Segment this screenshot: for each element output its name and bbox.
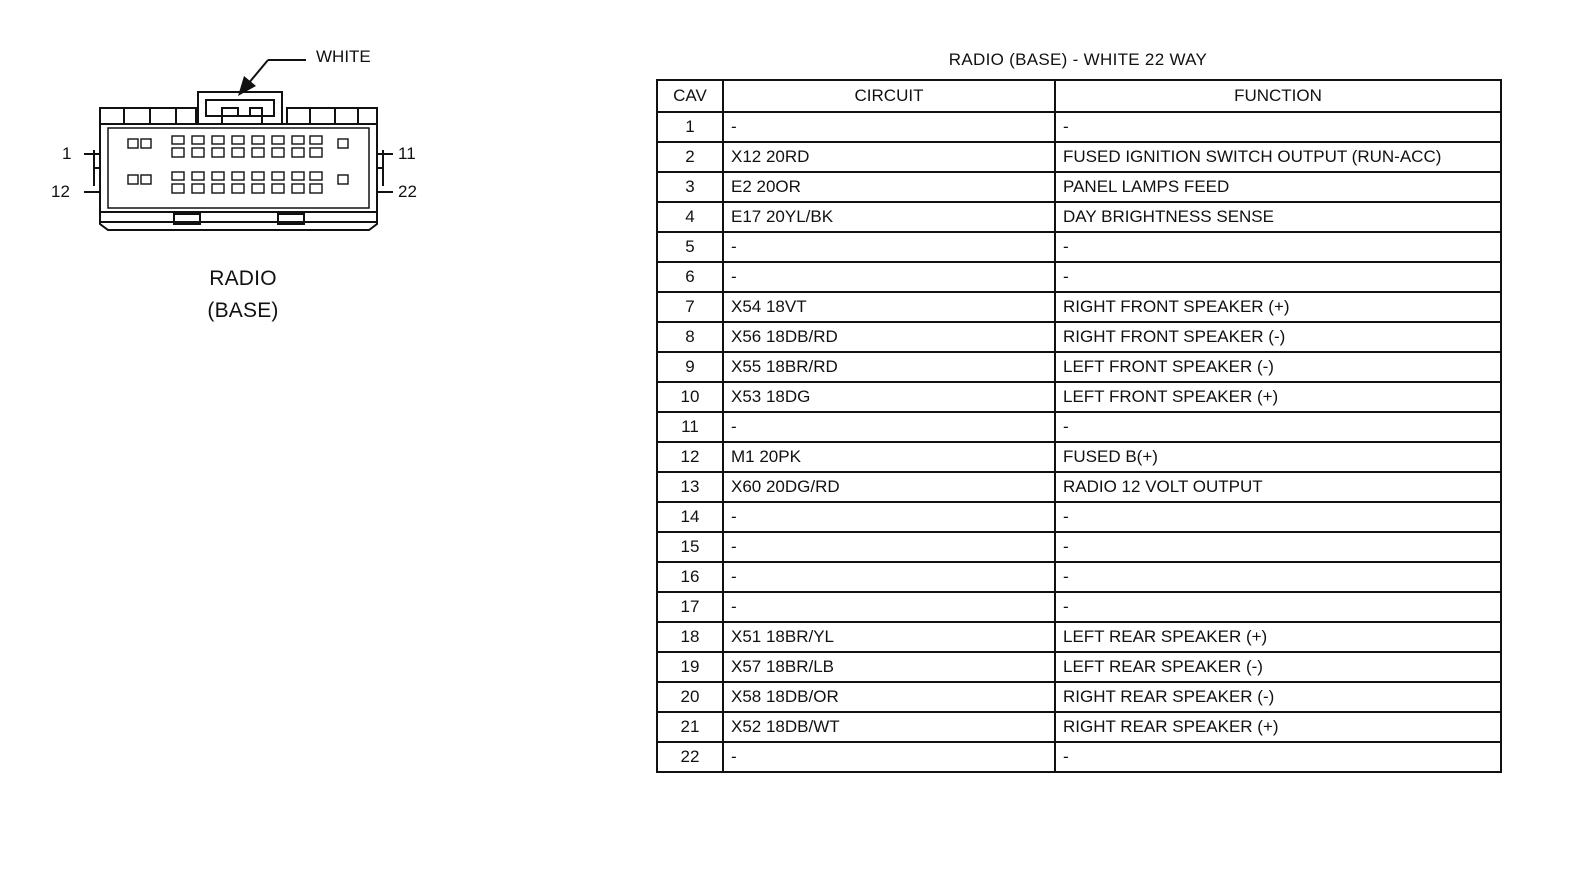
cavity-row-top <box>128 136 348 157</box>
circuit-cell: X52 18DB/WT <box>723 712 1055 742</box>
header-circuit: CIRCUIT <box>723 80 1055 112</box>
function-cell: RIGHT FRONT SPEAKER (-) <box>1055 322 1501 352</box>
connector-name-line2: (BASE) <box>207 299 279 322</box>
circuit-cell: X55 18BR/RD <box>723 352 1055 382</box>
circuit-cell: - <box>723 742 1055 772</box>
circuit-cell: - <box>723 562 1055 592</box>
table-row <box>657 742 1501 772</box>
table-row <box>657 322 1501 352</box>
function-cell: - <box>1055 262 1501 292</box>
circuit-cell: - <box>723 532 1055 562</box>
circuit-cell: E2 20OR <box>723 172 1055 202</box>
function-cell: RIGHT FRONT SPEAKER (+) <box>1055 292 1501 322</box>
cav-cell: 6 <box>657 262 723 292</box>
function-cell: DAY BRIGHTNESS SENSE <box>1055 202 1501 232</box>
circuit-cell: - <box>723 112 1055 142</box>
circuit-cell: X53 18DG <box>723 382 1055 412</box>
circuit-cell: - <box>723 232 1055 262</box>
cav-cell: 5 <box>657 232 723 262</box>
circuit-cell: X12 20RD <box>723 142 1055 172</box>
function-cell: LEFT FRONT SPEAKER (+) <box>1055 382 1501 412</box>
table-row <box>657 622 1501 652</box>
table-body <box>657 112 1501 772</box>
table-row <box>657 232 1501 262</box>
pin-label-1: 1 <box>62 144 72 163</box>
function-cell: - <box>1055 112 1501 142</box>
top-tab-right <box>287 108 377 124</box>
cav-cell: 18 <box>657 622 723 652</box>
circuit-cell: - <box>723 592 1055 622</box>
pin-label-11: 11 <box>398 144 416 163</box>
table-row <box>657 712 1501 742</box>
cav-cell: 3 <box>657 172 723 202</box>
function-cell: - <box>1055 412 1501 442</box>
cav-cell: 4 <box>657 202 723 232</box>
cav-cell: 17 <box>657 592 723 622</box>
function-cell: RIGHT REAR SPEAKER (+) <box>1055 712 1501 742</box>
table-row <box>657 592 1501 622</box>
function-cell: - <box>1055 532 1501 562</box>
cav-cell: 20 <box>657 682 723 712</box>
function-cell: RIGHT REAR SPEAKER (-) <box>1055 682 1501 712</box>
pinout-table <box>656 79 1502 773</box>
connector-color-label: WHITE <box>316 47 371 66</box>
connector-face-drawing <box>0 0 600 360</box>
cav-cell: 11 <box>657 412 723 442</box>
pin-label-12: 12 <box>51 182 70 201</box>
circuit-cell: M1 20PK <box>723 442 1055 472</box>
circuit-cell: E17 20YL/BK <box>723 202 1055 232</box>
circuit-cell: X58 18DB/OR <box>723 682 1055 712</box>
cav-cell: 8 <box>657 322 723 352</box>
connector-body <box>100 124 377 212</box>
table-title: RADIO (BASE) - WHITE 22 WAY <box>948 50 1208 69</box>
cav-cell: 7 <box>657 292 723 322</box>
function-cell: LEFT REAR SPEAKER (+) <box>1055 622 1501 652</box>
table-row <box>657 142 1501 172</box>
cav-cell: 2 <box>657 142 723 172</box>
circuit-cell: X60 20DG/RD <box>723 472 1055 502</box>
function-cell: - <box>1055 592 1501 622</box>
table-row <box>657 202 1501 232</box>
table-header-row <box>657 80 1501 112</box>
cav-cell: 21 <box>657 712 723 742</box>
function-cell: - <box>1055 502 1501 532</box>
connector-name-line1: RADIO <box>209 267 277 290</box>
table-row <box>657 292 1501 322</box>
header-function: FUNCTION <box>1055 80 1501 112</box>
circuit-cell: - <box>723 502 1055 532</box>
circuit-cell: X56 18DB/RD <box>723 322 1055 352</box>
function-cell: - <box>1055 232 1501 262</box>
table-row <box>657 172 1501 202</box>
circuit-cell: X54 18VT <box>723 292 1055 322</box>
circuit-cell: X57 18BR/LB <box>723 652 1055 682</box>
cav-cell: 22 <box>657 742 723 772</box>
table-row <box>657 682 1501 712</box>
cav-cell: 16 <box>657 562 723 592</box>
top-tab-left <box>100 108 196 124</box>
circuit-cell: - <box>723 412 1055 442</box>
table-row <box>657 502 1501 532</box>
connector-diagram <box>0 0 600 360</box>
header-cav: CAV <box>657 80 723 112</box>
function-cell: FUSED B(+) <box>1055 442 1501 472</box>
function-cell: - <box>1055 562 1501 592</box>
table-row <box>657 472 1501 502</box>
cav-cell: 12 <box>657 442 723 472</box>
function-cell: PANEL LAMPS FEED <box>1055 172 1501 202</box>
cav-cell: 14 <box>657 502 723 532</box>
function-cell: LEFT REAR SPEAKER (-) <box>1055 652 1501 682</box>
table-row <box>657 352 1501 382</box>
function-cell: RADIO 12 VOLT OUTPUT <box>1055 472 1501 502</box>
cav-cell: 9 <box>657 352 723 382</box>
function-cell: FUSED IGNITION SWITCH OUTPUT (RUN-ACC) <box>1055 142 1501 172</box>
cav-cell: 10 <box>657 382 723 412</box>
table-row <box>657 382 1501 412</box>
function-cell: - <box>1055 742 1501 772</box>
function-cell: LEFT FRONT SPEAKER (-) <box>1055 352 1501 382</box>
circuit-cell: X51 18BR/YL <box>723 622 1055 652</box>
table-row <box>657 532 1501 562</box>
pin-label-22: 22 <box>398 182 417 201</box>
cav-cell: 1 <box>657 112 723 142</box>
circuit-cell: - <box>723 262 1055 292</box>
cav-cell: 19 <box>657 652 723 682</box>
cav-cell: 15 <box>657 532 723 562</box>
cav-cell: 13 <box>657 472 723 502</box>
table-row <box>657 562 1501 592</box>
table-row <box>657 412 1501 442</box>
table-row <box>657 262 1501 292</box>
table-row <box>657 442 1501 472</box>
table-row <box>657 652 1501 682</box>
lock-tab <box>198 92 282 124</box>
color-callout-arrow <box>238 60 306 96</box>
cavity-row-bottom <box>128 172 348 193</box>
table-row <box>657 112 1501 142</box>
